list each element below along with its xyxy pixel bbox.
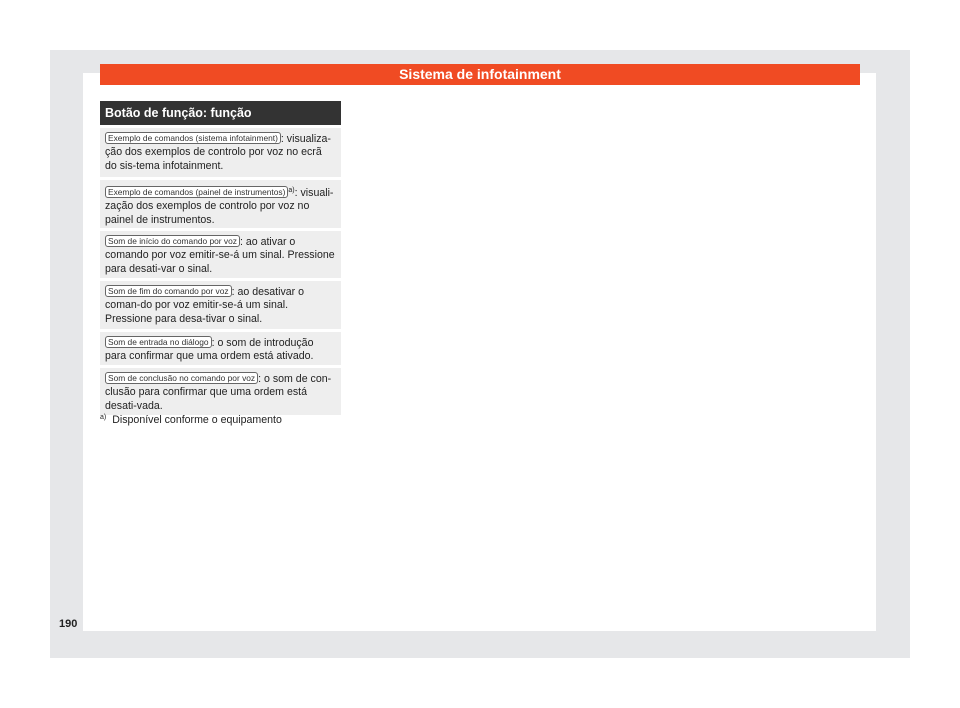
table-row <box>100 332 341 365</box>
table-heading: Botão de função: função <box>100 101 341 125</box>
function-button-label: Som de entrada no diálogo <box>105 336 212 348</box>
function-button-label: Exemplo de comandos (painel de instrumentos) <box>105 186 288 198</box>
section-header <box>100 64 860 85</box>
row-description: : ao ativar o comando por voz emitir-se-á um sinal. Pressione para desati-var o sinal. <box>105 236 335 275</box>
table-row <box>100 231 341 278</box>
page-number: 190 <box>59 618 78 630</box>
footnote-text: Disponível conforme o equipamento <box>112 414 282 426</box>
function-button-label: Som de conclusão no comando por voz <box>105 372 258 384</box>
function-button-label: Som de início do comando por voz <box>105 235 240 247</box>
table-row <box>100 368 341 415</box>
function-button-label: Som de fim do comando por voz <box>105 285 232 297</box>
function-table <box>100 101 341 415</box>
function-button-label: Exemplo de comandos (sistema infotainment) <box>105 132 281 144</box>
table-row <box>100 281 341 329</box>
table-row <box>100 128 341 177</box>
footnote <box>100 411 360 427</box>
section-title: Sistema de infotainment <box>399 66 561 82</box>
row-description: : ao desativar o coman-do por voz emitir-se-á um sinal. Pressione para desa-tivar o sinal. <box>105 286 305 325</box>
footnote-reference: a) <box>288 187 295 194</box>
table-row <box>100 180 341 228</box>
row-description: : visualiza-ção dos exemplos de controlo por voz no ecrã do sis-tema infotainment. <box>105 133 331 172</box>
row-description: : visuali-zação dos exemplos de controlo por voz no painel de instrumentos. <box>105 187 334 226</box>
row-description: : o som de introdução para confirmar que uma ordem está ativado. <box>105 337 314 363</box>
row-description: : o som de con-clusão para confirmar que uma ordem está desati-vada. <box>105 373 332 412</box>
footnote-mark: a) <box>100 414 107 421</box>
